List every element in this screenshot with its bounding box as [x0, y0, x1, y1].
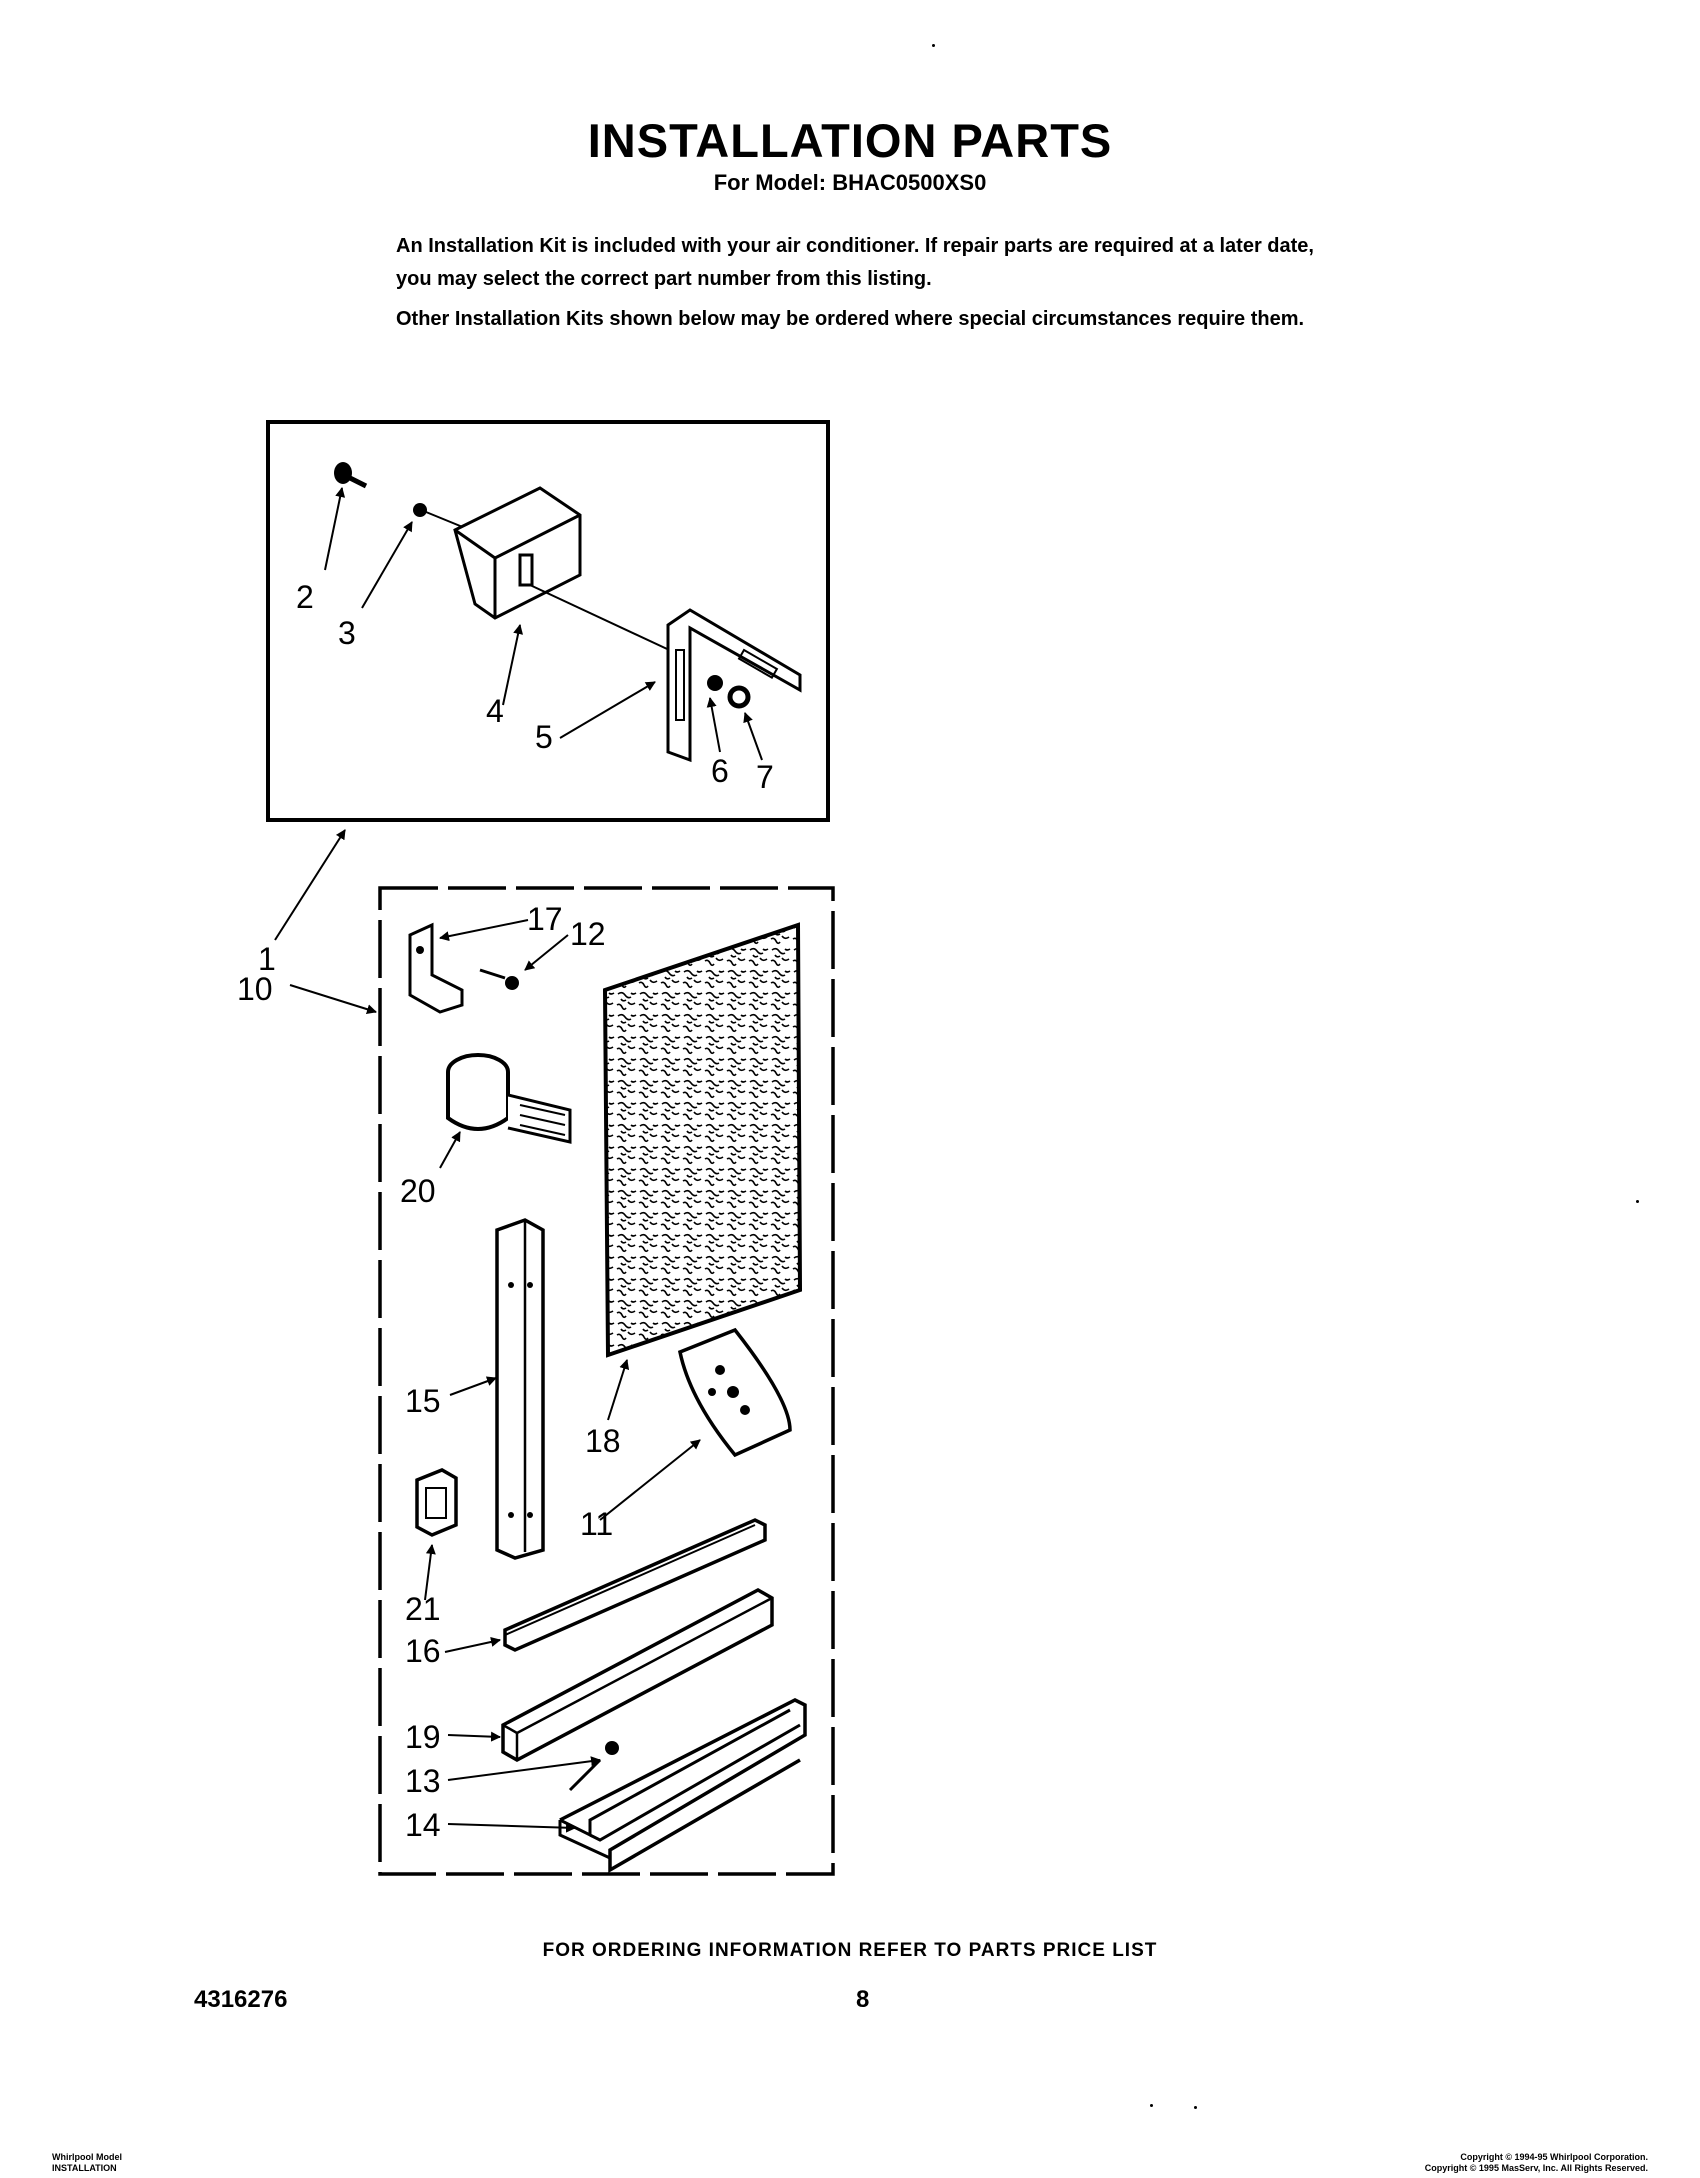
label-part-11: 11	[580, 1506, 614, 1542]
part-17-corner-bracket	[410, 925, 462, 1012]
part-5-angle-bracket	[668, 610, 800, 760]
label-part-18: 18	[585, 1423, 621, 1459]
footer-left	[52, 2152, 122, 2174]
part-11-hardware-bag	[680, 1330, 790, 1455]
part-2-screw	[334, 462, 366, 486]
footer-right-line-2: Copyright © 1995 MasServ, Inc. All Rights Reserved.	[1424, 2163, 1648, 2173]
label-part-16: 16	[405, 1633, 441, 1669]
ordering-note: FOR ORDERING INFORMATION REFER TO PARTS PRICE LIST	[542, 1940, 1158, 1961]
footer-left-line-1: Whirlpool Model	[52, 2152, 122, 2162]
part-21-clip	[417, 1470, 456, 1535]
document-number: 4316276	[194, 1986, 288, 2013]
scan-speck	[1150, 2104, 1153, 2107]
label-part-5: 5	[535, 719, 553, 755]
label-part-12: 12	[570, 916, 606, 952]
intro-paragraph-2: Other Installation Kits shown below may be ordered where special circumstances require them.	[396, 308, 1305, 330]
label-part-15: 15	[405, 1383, 441, 1419]
part-18-foam-panel	[605, 925, 800, 1355]
label-part-17: 17	[527, 901, 563, 937]
part-15-vertical-channel	[497, 1220, 543, 1558]
footer-right	[1425, 2152, 1648, 2174]
page-number: 8	[856, 1986, 870, 2013]
model-subtitle: For Model: BHAC0500XS0	[713, 170, 987, 195]
footer-right-line-1: Copyright © 1994-95 Whirlpool Corporation.	[1460, 2152, 1648, 2162]
label-part-6: 6	[711, 753, 729, 789]
label-part-19: 19	[405, 1719, 441, 1755]
part-13-screw	[570, 1741, 619, 1790]
label-part-2: 2	[296, 579, 314, 615]
label-part-13: 13	[405, 1763, 441, 1799]
label-part-4: 4	[486, 693, 504, 729]
part-20-tape-roll	[448, 1055, 570, 1142]
label-part-7: 7	[756, 759, 774, 795]
part-6-nut	[707, 675, 723, 691]
intro-paragraph-1: An Installation Kit is included with your air conditioner. If repair parts are required at a later date, you may select the correct part number from this listing.	[396, 235, 1314, 290]
footer-left-line-2: INSTALLATION	[52, 2163, 117, 2173]
label-part-20: 20	[400, 1173, 436, 1209]
part-3-washer	[413, 503, 427, 517]
scan-speck	[1194, 2106, 1197, 2109]
part-7-washer	[730, 688, 748, 706]
part-12-screw	[480, 970, 519, 990]
label-part-3: 3	[338, 615, 356, 651]
part-14-sill-rail	[560, 1700, 805, 1870]
label-part-1: 1	[258, 941, 276, 977]
label-part-10: 10	[237, 971, 273, 1007]
scan-speck	[1636, 1200, 1639, 1203]
scan-speck	[932, 44, 935, 47]
label-part-21: 21	[405, 1591, 441, 1627]
page-title: INSTALLATION PARTS	[587, 114, 1113, 167]
label-part-14: 14	[405, 1807, 441, 1843]
